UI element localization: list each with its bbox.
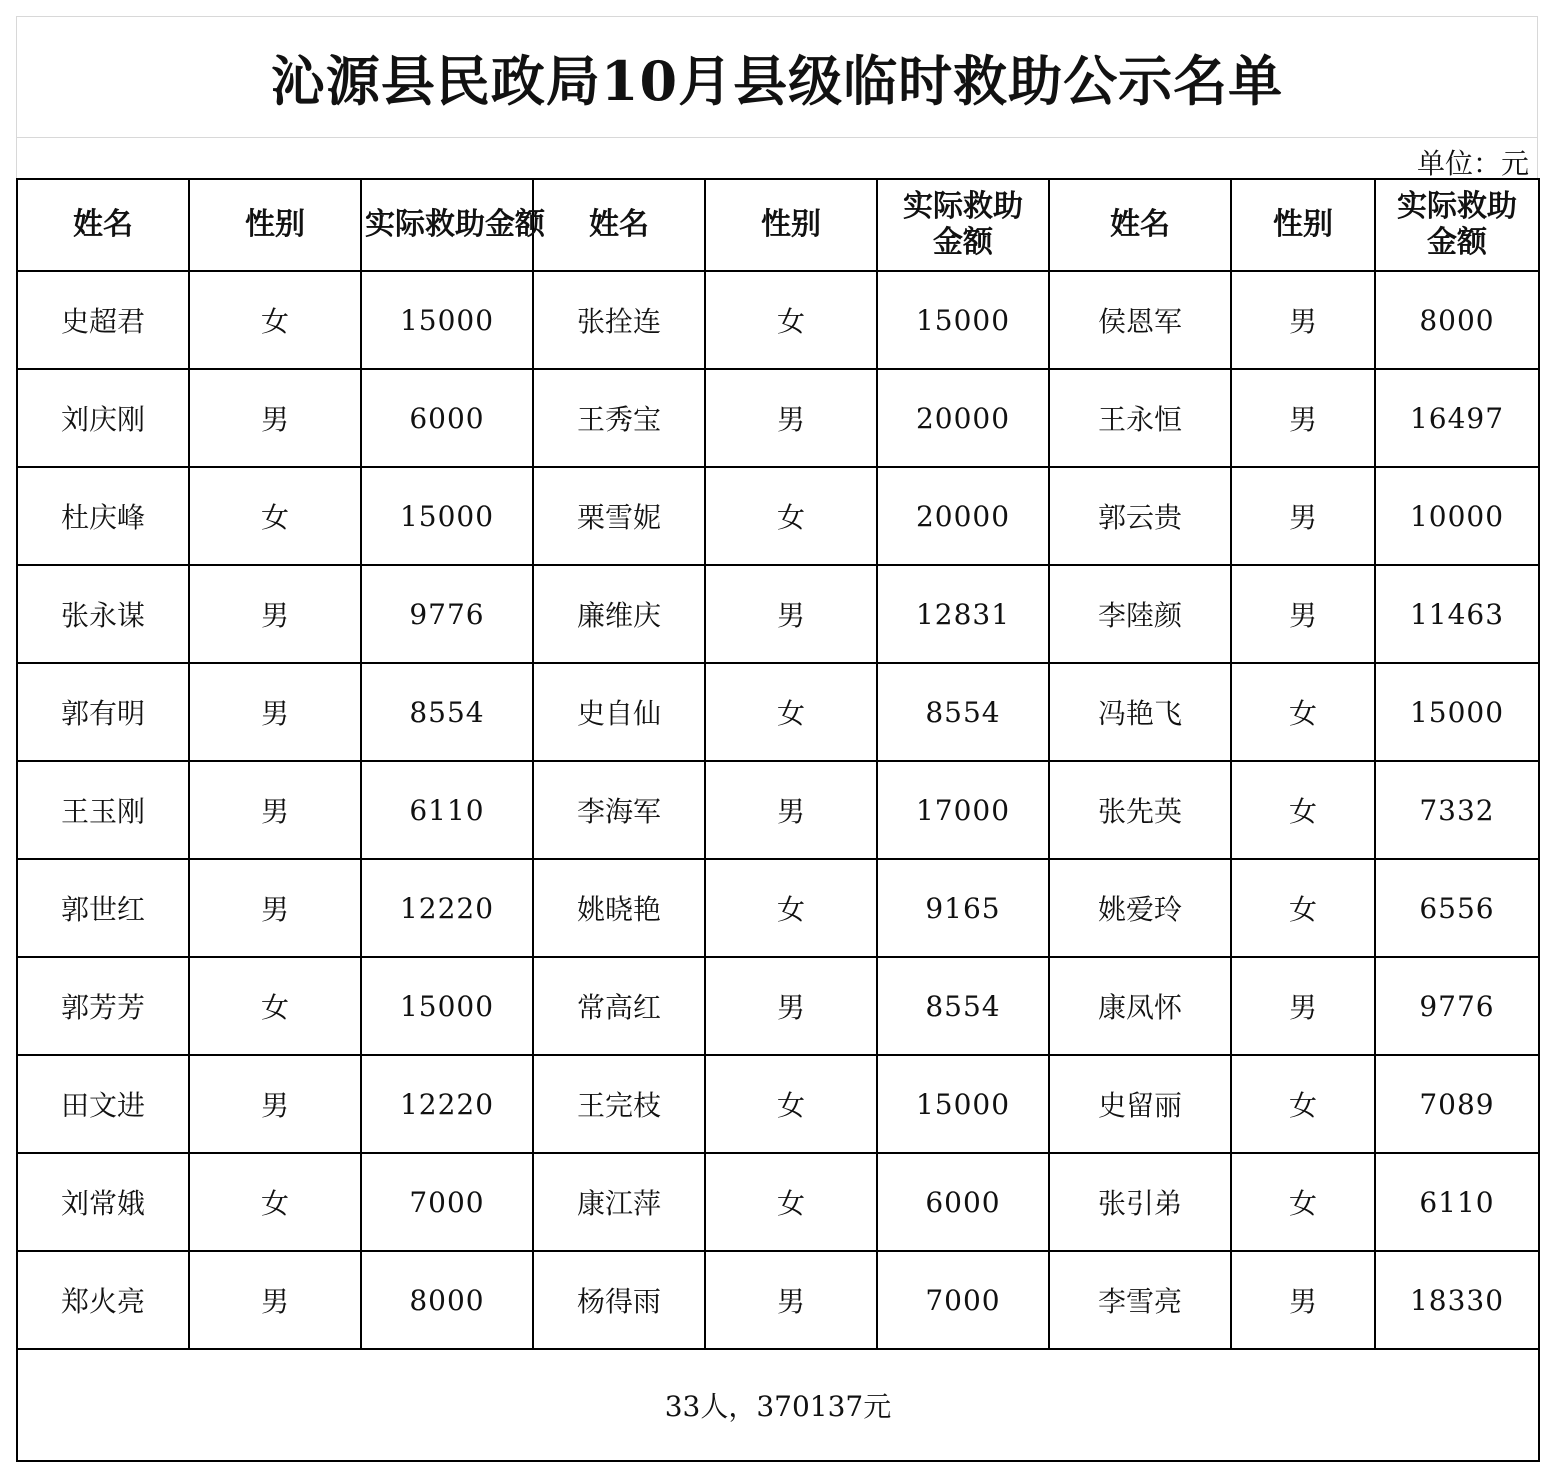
cell-gender: 女: [705, 859, 877, 957]
header-amount-3-text: 实际救助金额: [1397, 189, 1517, 260]
cell-name: 康凤怀: [1049, 957, 1231, 1055]
cell-name: 廉维庆: [533, 565, 705, 663]
cell-name: 栗雪妮: [533, 467, 705, 565]
cell-amount: 9776: [1375, 957, 1539, 1055]
table-row: [17, 369, 1539, 467]
cell-name: 冯艳飞: [1049, 663, 1231, 761]
header-amount-2-text: 实际救助金额: [903, 189, 1023, 260]
cell-name: 史留丽: [1049, 1055, 1231, 1153]
cell-name: 李雪亮: [1049, 1251, 1231, 1349]
cell-gender: 男: [705, 565, 877, 663]
table-row: [17, 565, 1539, 663]
cell-gender: 男: [1231, 271, 1375, 369]
cell-name: 杨得雨: [533, 1251, 705, 1349]
cell-gender: 女: [705, 467, 877, 565]
header-gender-3: 性别: [1231, 179, 1375, 271]
cell-gender: 女: [1231, 1055, 1375, 1153]
cell-gender: 男: [1231, 369, 1375, 467]
cell-amount: 8554: [877, 663, 1049, 761]
document-sheet: [16, 16, 1538, 1460]
relief-table: [16, 178, 1540, 1462]
cell-amount: 12831: [877, 565, 1049, 663]
cell-gender: 男: [189, 761, 361, 859]
cell-name: 郭云贵: [1049, 467, 1231, 565]
cell-amount: 15000: [361, 957, 533, 1055]
cell-amount: 8000: [1375, 271, 1539, 369]
cell-amount: 20000: [877, 467, 1049, 565]
cell-amount: 11463: [1375, 565, 1539, 663]
cell-gender: 女: [1231, 663, 1375, 761]
cell-gender: 男: [189, 859, 361, 957]
cell-amount: 15000: [361, 467, 533, 565]
header-amount-1: [361, 179, 545, 271]
cell-name: 王完枝: [533, 1055, 705, 1153]
cell-name: 康江萍: [533, 1153, 705, 1251]
table-row: [17, 1153, 1539, 1251]
cell-gender: 女: [1231, 1153, 1375, 1251]
table-row: [17, 761, 1539, 859]
cell-amount: 10000: [1375, 467, 1539, 565]
cell-amount: 7332: [1375, 761, 1539, 859]
cell-name: 王玉刚: [17, 761, 189, 859]
cell-name: 李陸颜: [1049, 565, 1231, 663]
cell-gender: 女: [189, 957, 361, 1055]
table-body: [17, 271, 1539, 1349]
summary-cell: 33人，370137元: [17, 1349, 1539, 1461]
header-name-1: 姓名: [17, 179, 189, 271]
header-gender-2: 性别: [705, 179, 877, 271]
cell-gender: 男: [705, 957, 877, 1055]
cell-name: 常高红: [533, 957, 705, 1055]
cell-gender: 女: [1231, 859, 1375, 957]
cell-name: 刘庆刚: [17, 369, 189, 467]
cell-amount: 18330: [1375, 1251, 1539, 1349]
cell-name: 姚晓艳: [533, 859, 705, 957]
cell-gender: 女: [189, 467, 361, 565]
cell-name: 王秀宝: [533, 369, 705, 467]
header-name-3: 姓名: [1049, 179, 1231, 271]
header-amount-3: [1375, 179, 1539, 271]
header-amount-2: [877, 179, 1049, 271]
cell-name: 张引弟: [1049, 1153, 1231, 1251]
cell-gender: 女: [189, 271, 361, 369]
header-row: [17, 179, 1539, 271]
cell-gender: 男: [1231, 565, 1375, 663]
cell-name: 王永恒: [1049, 369, 1231, 467]
table-row: [17, 663, 1539, 761]
cell-amount: 9776: [361, 565, 533, 663]
cell-amount: 8000: [361, 1251, 533, 1349]
cell-amount: 15000: [877, 1055, 1049, 1153]
cell-name: 史自仙: [533, 663, 705, 761]
cell-gender: 男: [1231, 957, 1375, 1055]
cell-gender: 男: [189, 663, 361, 761]
header-name-2: 姓名: [533, 179, 705, 271]
cell-gender: 男: [189, 565, 361, 663]
cell-gender: 女: [705, 663, 877, 761]
cell-amount: 6110: [1375, 1153, 1539, 1251]
table-row: [17, 271, 1539, 369]
cell-name: 张拴连: [533, 271, 705, 369]
cell-gender: 男: [189, 369, 361, 467]
page-title: 沁源县民政局10月县级临时救助公示名单: [270, 48, 1284, 113]
cell-amount: 9165: [877, 859, 1049, 957]
cell-name: 郭世红: [17, 859, 189, 957]
cell-amount: 15000: [361, 271, 533, 369]
cell-amount: 7000: [361, 1153, 533, 1251]
cell-amount: 16497: [1375, 369, 1539, 467]
cell-gender: 男: [705, 761, 877, 859]
cell-name: 姚爱玲: [1049, 859, 1231, 957]
cell-gender: 男: [1231, 1251, 1375, 1349]
cell-amount: 15000: [877, 271, 1049, 369]
cell-name: 郑火亮: [17, 1251, 189, 1349]
cell-gender: 男: [189, 1055, 361, 1153]
header-amount-1-text: 实际救助金额: [365, 207, 545, 242]
cell-name: 郭有明: [17, 663, 189, 761]
table-row: [17, 957, 1539, 1055]
cell-amount: 8554: [877, 957, 1049, 1055]
cell-amount: 6110: [361, 761, 533, 859]
cell-name: 侯恩军: [1049, 271, 1231, 369]
cell-gender: 男: [705, 1251, 877, 1349]
cell-name: 史超君: [17, 271, 189, 369]
title-cell: [16, 16, 1538, 138]
table-row: [17, 1251, 1539, 1349]
table-row: [17, 859, 1539, 957]
cell-name: 刘常娥: [17, 1153, 189, 1251]
cell-amount: 12220: [361, 859, 533, 957]
cell-name: 李海军: [533, 761, 705, 859]
cell-amount: 6000: [877, 1153, 1049, 1251]
cell-gender: 女: [705, 271, 877, 369]
cell-amount: 6556: [1375, 859, 1539, 957]
unit-label: 单位：元: [1416, 147, 1529, 180]
cell-amount: 17000: [877, 761, 1049, 859]
cell-amount: 6000: [361, 369, 533, 467]
cell-amount: 12220: [361, 1055, 533, 1153]
cell-gender: 女: [705, 1055, 877, 1153]
summary-row: [17, 1349, 1539, 1461]
cell-amount: 7000: [877, 1251, 1049, 1349]
cell-gender: 女: [189, 1153, 361, 1251]
cell-gender: 男: [189, 1251, 361, 1349]
unit-row: [16, 138, 1538, 178]
cell-amount: 20000: [877, 369, 1049, 467]
cell-gender: 女: [705, 1153, 877, 1251]
table-row: [17, 467, 1539, 565]
cell-name: 杜庆峰: [17, 467, 189, 565]
cell-gender: 男: [1231, 467, 1375, 565]
cell-name: 田文进: [17, 1055, 189, 1153]
table-row: [17, 1055, 1539, 1153]
header-gender-1: 性别: [189, 179, 361, 271]
cell-name: 张先英: [1049, 761, 1231, 859]
cell-name: 郭芳芳: [17, 957, 189, 1055]
cell-amount: 8554: [361, 663, 533, 761]
cell-gender: 女: [1231, 761, 1375, 859]
cell-amount: 7089: [1375, 1055, 1539, 1153]
cell-name: 张永谋: [17, 565, 189, 663]
cell-gender: 男: [705, 369, 877, 467]
cell-amount: 15000: [1375, 663, 1539, 761]
